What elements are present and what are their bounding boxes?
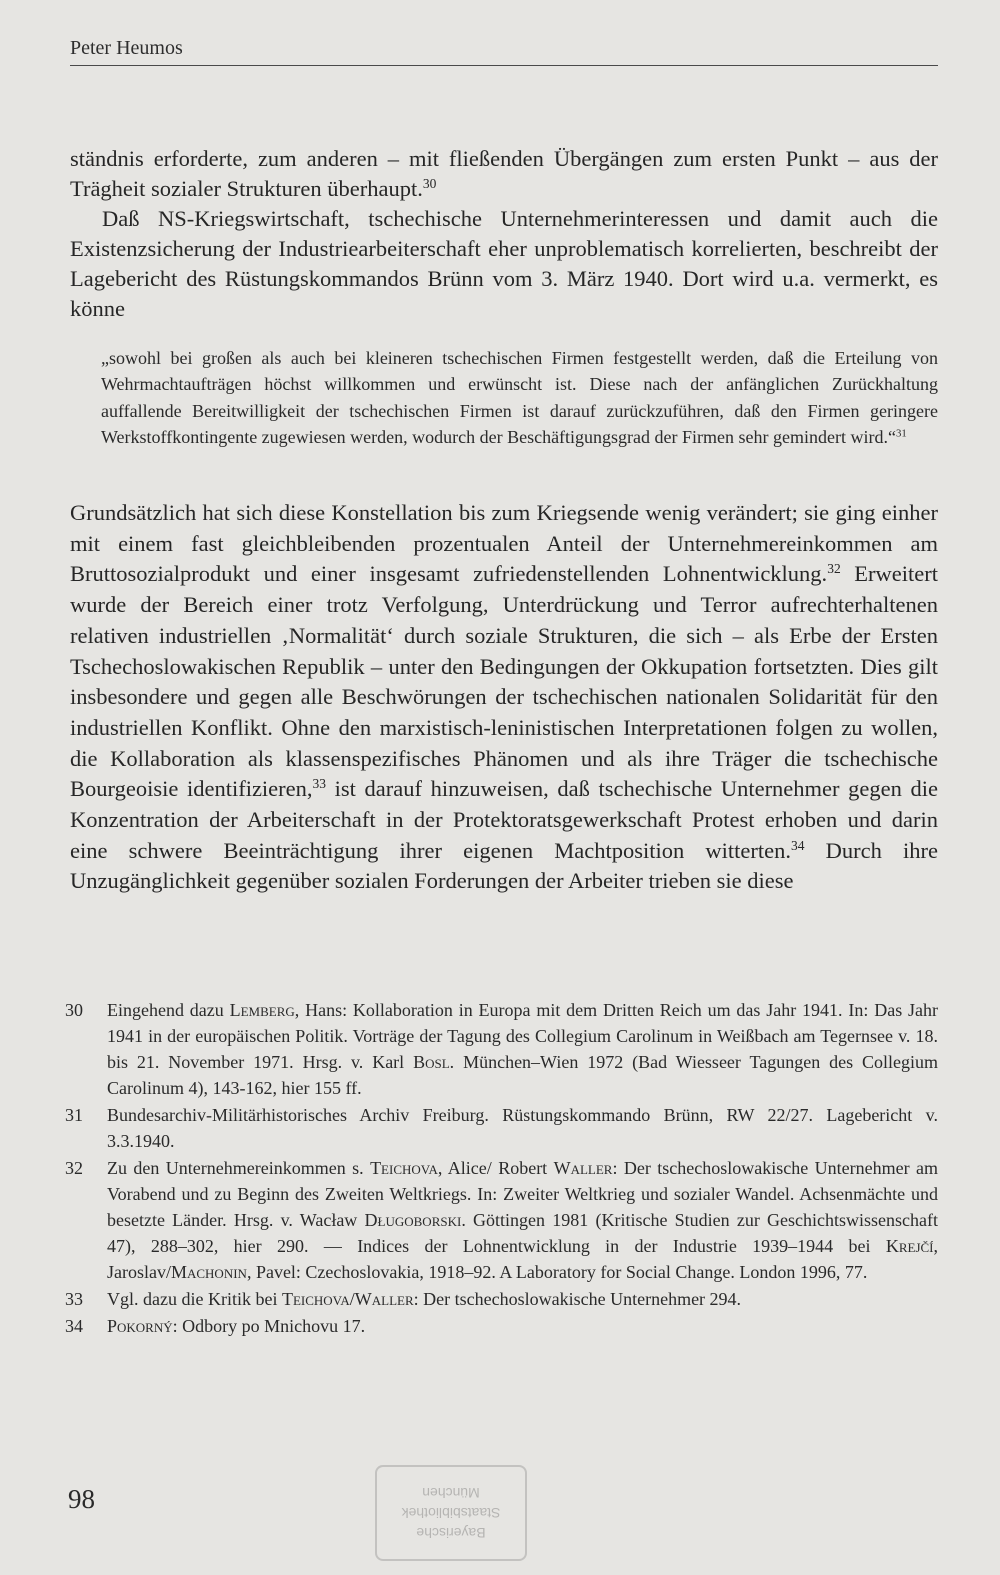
body-text-top <box>70 144 938 324</box>
footnote-text: Bundesarchiv-Militärhistorisches Archiv Freiburg. Rüstungskommando Brünn, RW 22/27. Lagebericht v. 3.3.1940. <box>107 1105 938 1151</box>
page-number: 98 <box>68 1484 95 1514</box>
author-name: Waller <box>553 1158 613 1178</box>
author-name: Krejčí <box>885 1236 934 1256</box>
footnote-text <box>107 1313 938 1339</box>
body-text-main <box>70 498 938 897</box>
footnote-text-part: . Göttingen 1981 (Kritische Studien zur Geschichtswissenschaft 47), 288–302, hier 290. — Indices der Lohnentwicklung in der Industrie 1939–1944 bei <box>107 1210 939 1256</box>
author-name: Bosl <box>413 1052 450 1072</box>
footnotes <box>65 997 938 1340</box>
footnote-text-part: Vgl. dazu die Kritik bei <box>107 1289 282 1309</box>
footnote-number: 30 <box>65 1000 83 1020</box>
footnote-text-part: . München–Wien 1972 (Bad Wiesseer Tagungen des Collegium Carolinum 4), 143-162, hier 155 ff. <box>107 1052 938 1098</box>
footnote-number: 31 <box>65 1105 83 1125</box>
footnote-text-part: , Pavel: Czechoslovakia, 1918–92. A Laboratory for Social Change. London 1996, 77. <box>246 1262 868 1282</box>
footnote-33 <box>65 1286 938 1312</box>
author-name: Teichova <box>370 1158 438 1178</box>
block-quote <box>101 345 938 451</box>
footnote-30 <box>65 997 938 1101</box>
footnote-32 <box>65 1155 938 1285</box>
paragraph-text: Grundsätzlich hat sich diese Konstellation bis zum Kriegsende wenig verändert; sie ging einher mit einem fast gleichbleibenden prozentualen Anteil der Unternehmereinkommen am Bruttosozialprodukt und einer insgesamt zufriedenstellenden Lohnentwicklung. <box>70 500 938 587</box>
footnote-ref: 34 <box>791 837 805 853</box>
quote-text: „sowohl bei großen als auch bei kleineren tschechischen Firmen festgestellt werden, daß die Erteilung von Wehrmachtaufträgen höchst willkommen und erwünscht ist. Diese nach der anfänglichen Zurückhaltung auffallende Bereitwilligkeit der tschechischen Firmen ist darauf zurückzuführen, daß den Firmen geringere Werkstoffkontingente zugewiesen werden, wodurch der Beschäftigungsgrad der Firmen sehr gemindert wird.“ <box>101 348 938 448</box>
paragraph-text: Erweitert wurde der Bereich einer trotz Verfolgung, Unterdrückung und Terror aufrechterhaltenen relativen industriellen ‚Normalität‘ durch soziale Strukturen, die sich – als Erbe der Ersten Tschechoslowakischen Republik – unter den Bedingungen der Okkupation fortsetzten. Dies gilt insbesondere und gegen alle Beschwörungen der tschechischen nationalen Solidarität für den industriellen Konflikt. Ohne den marxistisch-leninistischen Interpretationen folgen zu wollen, die Kollaboration als klassenspezifisches Phänomen und als ihre Träger die tschechische Bourgeoisie identifizieren, <box>70 561 938 802</box>
author-name: Długoborski <box>364 1210 462 1230</box>
paragraph-text: Durch ihre Unzugänglichkeit gegenüber sozialen Forderungen der Arbeiter trieben sie diese <box>70 837 938 894</box>
footnote-ref: 33 <box>312 776 327 792</box>
paragraph <box>70 498 938 897</box>
footnote-text-part: , Alice/ Robert <box>437 1158 554 1178</box>
footnote-text <box>107 997 938 1101</box>
footnote-number: 34 <box>65 1316 83 1336</box>
footnote-text-part: , Hans: Kollaboration in Europa mit dem Dritten Reich um das Jahr 1941. In: Das Jahr 1941 in der europäischen Politik. Vorträge der Tagung des Collegium Carolinum in Weißbach am Tegernsee v. 18. bis 21. November 1971. Hrsg. v. Karl <box>107 1000 939 1072</box>
paragraph-text: ist darauf hinzuweisen, daß tschechische Unternehmer gegen die Konzentration der Arbeiterschaft in der Protektoratsgewerkschaft Protest erhoben und darin eine schwere Beeinträchtigung ihrer eigenen Machtposition witterten. <box>70 776 939 863</box>
footnote-34 <box>65 1313 938 1339</box>
footnote-text-part: : Der tschechoslowakische Unternehmer 294. <box>413 1289 742 1309</box>
running-head: Peter Heumos <box>70 37 183 59</box>
footnote-ref: 31 <box>895 427 907 440</box>
author-name: Teichova/Waller <box>281 1289 414 1309</box>
footnote-31 <box>65 1102 938 1154</box>
library-stamp: Bayerische Staatsbibliothek München <box>375 1465 527 1561</box>
paragraph <box>70 144 938 204</box>
paragraph-text: Daß NS-Kriegswirtschaft, tschechische Unternehmerinteressen und damit auch die Existenzsicherung der Industriearbeiterschaft eher unproblematisch korrelierten, beschreibt der Lagebericht des Rüstungskommandos Brünn vom 3. März 1940. Dort wird u.a. vermerkt, es könne <box>70 206 938 321</box>
footnote-text-part: : Odbory po Mnichovu 17. <box>172 1316 366 1336</box>
footnote-number: 32 <box>65 1158 83 1178</box>
footnote-text <box>107 1155 938 1285</box>
header-rule <box>70 65 938 66</box>
footnote-text-part: Zu den Unternehmereinkommen s. <box>107 1158 371 1178</box>
author-name: Pokorný <box>107 1316 173 1336</box>
footnote-text-part: Eingehend dazu <box>107 1000 230 1020</box>
footnote-ref: 30 <box>422 175 437 191</box>
footnote-number: 33 <box>65 1289 83 1309</box>
author-name: Machonin <box>170 1262 247 1282</box>
footnote-text-part: , Jaroslav/ <box>107 1236 938 1282</box>
footnote-text-part: : Der tschechoslowakische Unternehmer am Vorabend und zu Beginn des Zweiten Weltkriegs. In: Zweiter Weltkrieg und sozialer Wandel. Achsenmächte und besetzte Länder. Hrsg. v. Wacław <box>107 1158 938 1230</box>
paragraph <box>70 204 938 324</box>
footnote-ref: 32 <box>827 561 841 577</box>
paragraph-text: ständnis erforderte, zum anderen – mit fließenden Übergängen zum ersten Punkt – aus der Trägheit sozialer Strukturen überhaupt. <box>70 146 938 201</box>
footnote-text <box>107 1286 938 1312</box>
author-name: Lemberg <box>229 1000 295 1020</box>
